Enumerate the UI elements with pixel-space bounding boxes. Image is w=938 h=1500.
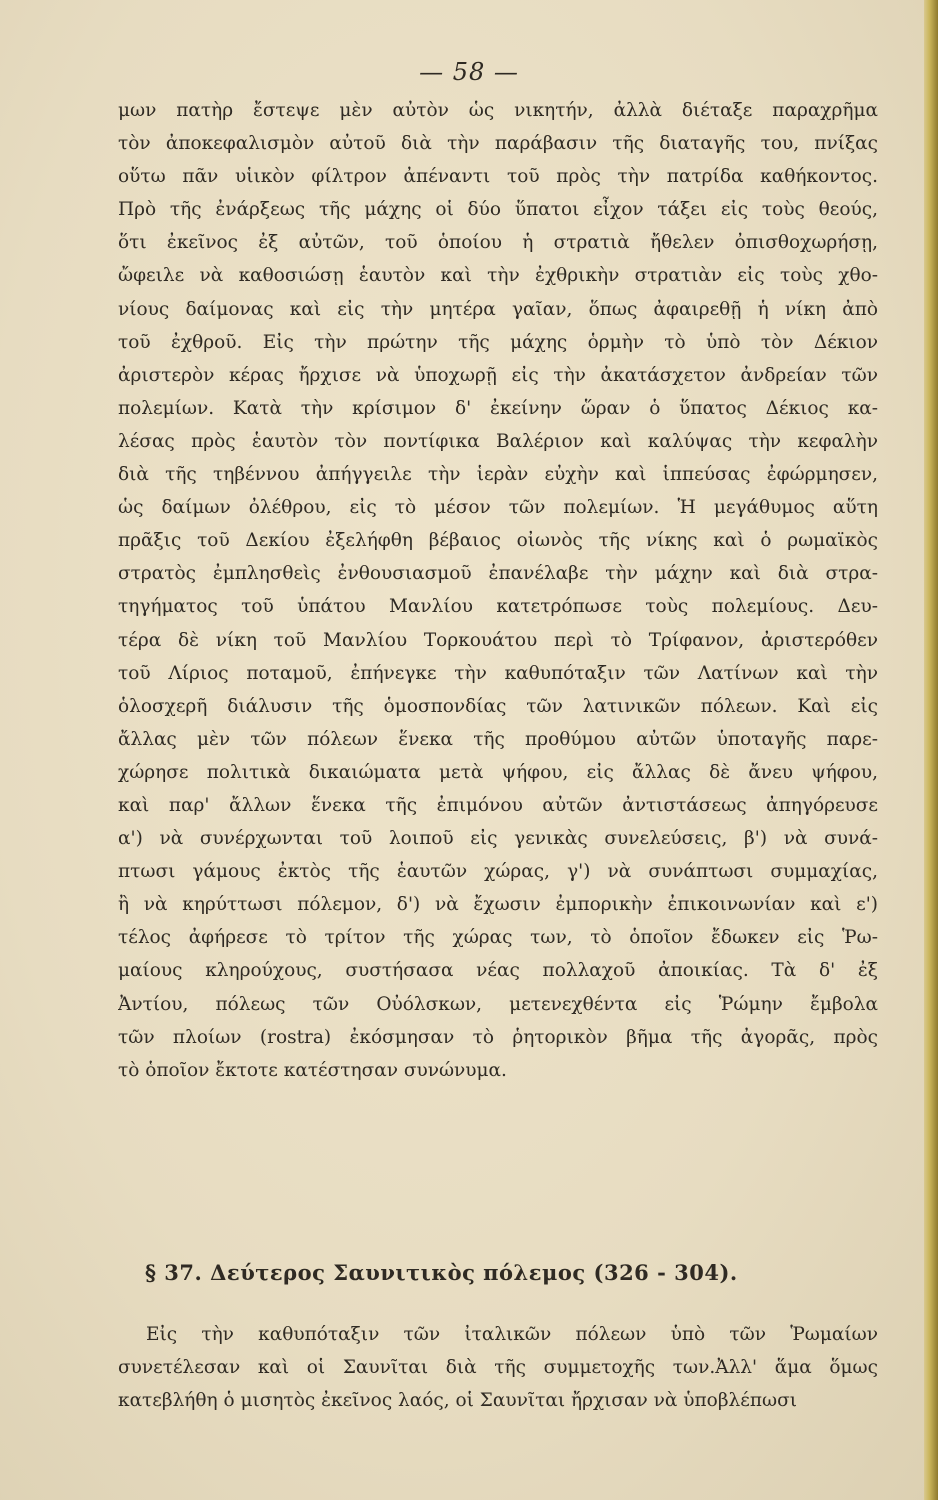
text-line: οὕτω πᾶν υἱικὸν φίλτρον ἀπέναντι τοῦ πρὸς τὴν πατρίδα καθήκοντος. <box>118 166 878 188</box>
text-line: ὁλοσχερῆ διάλυσιν τῆς ὁμοσπονδίας τῶν λατινικῶν πόλεων. Καὶ εἰς <box>118 695 878 717</box>
text-line: τέρα δὲ νίκη τοῦ Μανλίου Τορκουάτου περὶ τὸ Τρίφανον, ἀριστερόθεν <box>118 629 878 651</box>
text-line: στρατὸς ἐμπλησθεὶς ἐνθουσιασμοῦ ἐπανέλαβε τὴν μάχην καὶ διὰ στρα- <box>118 563 878 585</box>
text-line: ἄλλας μὲν τῶν πόλεων ἕνεκα τῆς προθύμου αὐτῶν ὑποταγῆς παρε- <box>118 728 878 750</box>
section-heading: § 37. Δεύτερος Σαυνιτικὸς πόλεμος (326 - 304). <box>145 1260 738 1285</box>
text-line: τέλος ἀφήρεσε τὸ τρίτον τῆς χώρας των, τὸ ὁποῖον ἔδωκεν εἰς Ῥω- <box>118 927 878 949</box>
text-line: νίους δαίμονας καὶ εἰς τὴν μητέρα γαῖαν, ὅπως ἀφαιρεθῇ ἡ νίκη ἀπὸ <box>118 298 878 320</box>
text-line: συνετέλεσαν καὶ οἱ Σαυνῖται διὰ τῆς συμμετοχῆς των.Ἀλλ' ἅμα ὅμως <box>118 1357 878 1379</box>
text-line: πολεμίων. Κατὰ τὴν κρίσιμον δ' ἐκείνην ὥραν ὁ ὕπατος Δέκιος κα- <box>118 397 878 419</box>
text-line: ἢ νὰ κηρύττωσι πόλεμον, δ') νὰ ἔχωσιν ἐμπορικὴν ἐπικοινωνίαν καὶ ε') <box>118 894 878 916</box>
text-line: ὡς δαίμων ὀλέθρου, εἰς τὸ μέσον τῶν πολεμίων. Ἡ μεγάθυμος αὕτη <box>118 497 878 519</box>
text-line: τὸν ἀποκεφαλισμὸν αὐτοῦ διὰ τὴν παράβασιν τῆς διαταγῆς του, πνίξας <box>118 133 878 155</box>
text-line: κατεβλήθη ὁ μισητὸς ἐκεῖνος λαός, οἱ Σαυνῖται ἤρχισαν νὰ ὑποβλέπωσι <box>118 1390 797 1412</box>
text-line: τοῦ Λίριος ποταμοῦ, ἐπήνεγκε τὴν καθυπόταξιν τῶν Λατίνων καὶ τὴν <box>118 662 878 684</box>
text-line: καὶ παρ' ἄλλων ἕνεκα τῆς ἐπιμόνου αὐτῶν ἀντιστάσεως ἀπηγόρευσε <box>118 794 878 816</box>
text-line: Ἀντίου, πόλεως τῶν Οὐόλσκων, μετενεχθέντα εἰς Ῥώμην ἔμβολα <box>118 993 878 1015</box>
text-line: χώρησε πολιτικὰ δικαιώματα μετὰ ψήφου, εἰς ἄλλας δὲ ἄνευ ψήφου, <box>118 761 878 783</box>
section-body-text <box>118 1318 878 1417</box>
text-line: πρᾶξις τοῦ Δεκίου ἐξελήφθη βέβαιος οἰωνὸς τῆς νίκης καὶ ὁ ρωμαϊκὸς <box>118 530 878 552</box>
text-line: ὅτι ἐκεῖνος ἐξ αὐτῶν, τοῦ ὁποίου ἡ στρατιὰ ἤθελεν ὀπισθοχωρήσῃ, <box>118 232 878 254</box>
text-line: ὤφειλε νὰ καθοσιώσῃ ἑαυτὸν καὶ τὴν ἐχθρικὴν στρατιὰν εἰς τοὺς χθο- <box>118 265 878 287</box>
page-binding-edge <box>924 0 938 1500</box>
text-line: πτωσι γάμους ἐκτὸς τῆς ἑαυτῶν χώρας, γ') νὰ συνάπτωσι συμμαχίας, <box>118 861 878 883</box>
text-line: τῶν πλοίων (rostra) ἐκόσμησαν τὸ ῥητορικὸν βῆμα τῆς ἀγορᾶς, πρὸς <box>118 1026 878 1048</box>
text-line: Εἰς τὴν καθυπόταξιν τῶν ἰταλικῶν πόλεων ὑπὸ τῶν Ῥωμαίων <box>146 1324 878 1345</box>
text-line: λέσας πρὸς ἑαυτὸν τὸν ποντίφικα Βαλέριον καὶ καλύψας τὴν κεφαλὴν <box>118 430 878 452</box>
text-line: τηγήματος τοῦ ὑπάτου Μανλίου κατετρόπωσε τοὺς πολεμίους. Δευ- <box>118 596 878 618</box>
text-line: τὸ ὁποῖον ἔκτοτε κατέστησαν συνώνυμα. <box>118 1059 507 1081</box>
text-line: ἀριστερὸν κέρας ἤρχισε νὰ ὑποχωρῇ εἰς τὴν ἀκατάσχετον ἀνδρείαν τῶν <box>118 364 878 386</box>
text-line: α') νὰ συνέρχωνται τοῦ λοιποῦ εἰς γενικὰς συνελεύσεις, β') νὰ συνά- <box>118 828 878 850</box>
text-line: μων πατὴρ ἔστεψε μὲν αὐτὸν ὡς νικητήν, ἀλλὰ διέταξε παραχρῆμα <box>118 100 878 121</box>
text-line: τοῦ ἐχθροῦ. Εἰς τὴν πρώτην τῆς μάχης ὁρμὴν τὸ ὑπὸ τὸν Δέκιον <box>118 331 878 353</box>
page-number: — 58 — <box>419 58 519 86</box>
text-line: μαίους κληρούχους, συστήσασα νέας πολλαχοῦ ἀποικίας. Τὰ δ' ἐξ <box>118 960 878 982</box>
body-text <box>118 94 878 1087</box>
text-line: διὰ τῆς τηβέννου ἀπήγγειλε τὴν ἱερὰν εὐχὴν καὶ ἱππεύσας ἐφώρμησεν, <box>118 464 878 486</box>
text-line: Πρὸ τῆς ἐνάρξεως τῆς μάχης οἱ δύο ὕπατοι εἶχον τάξει εἰς τοὺς θεούς, <box>118 199 878 221</box>
